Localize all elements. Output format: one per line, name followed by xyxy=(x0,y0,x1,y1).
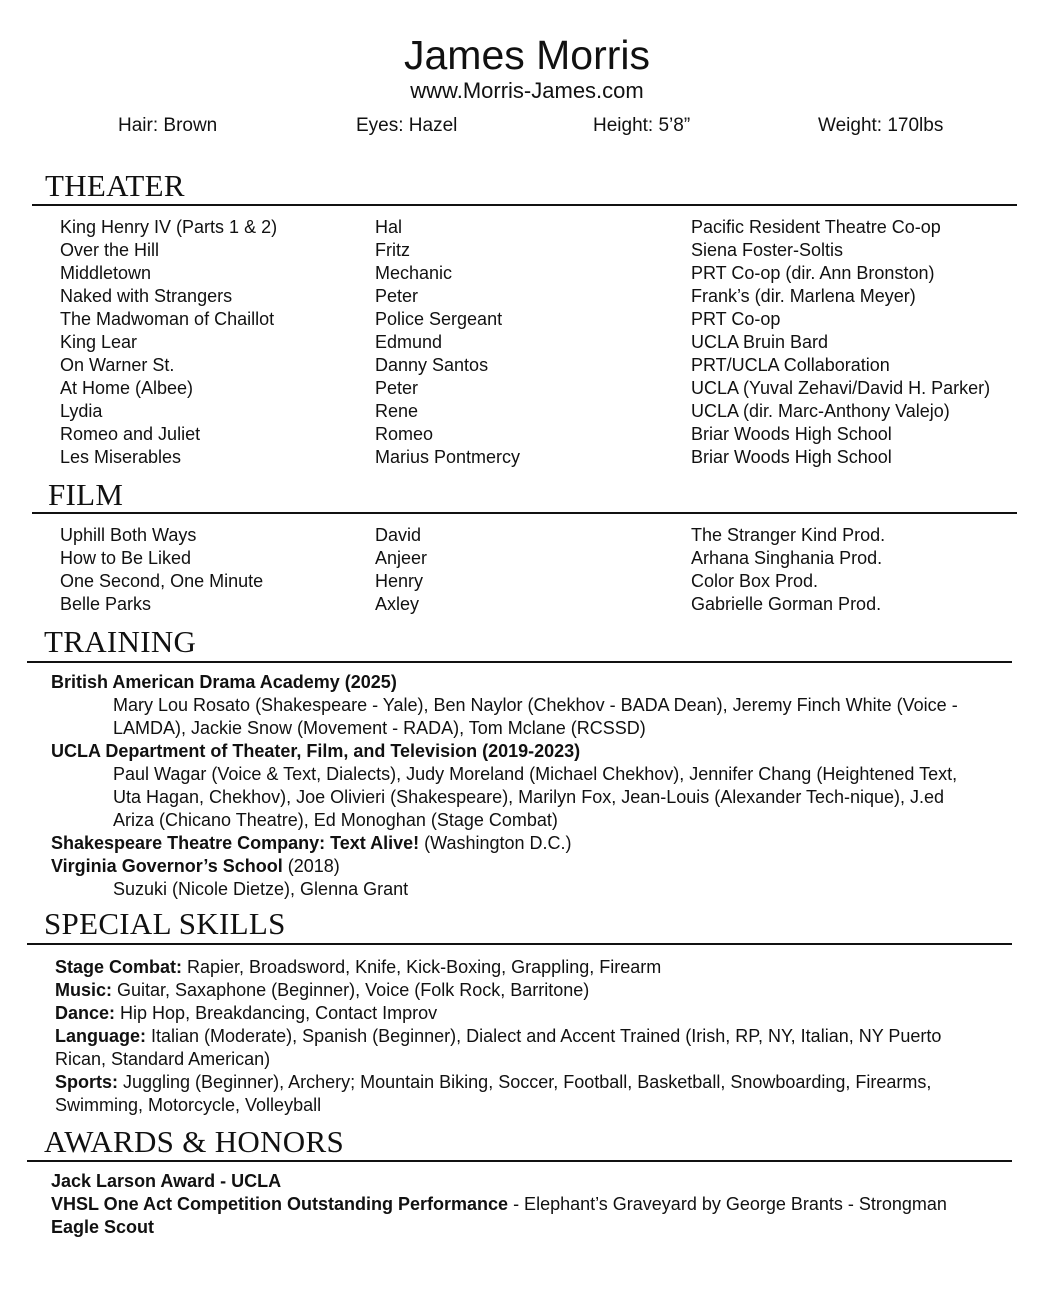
skill-value: Rapier, Broadsword, Knife, Kick-Boxing, Grappling, Firearm xyxy=(182,957,662,977)
training-detail: LAMDA), Jackie Snow (Movement - RADA), Tom Mclane (RCSSD) xyxy=(113,718,646,738)
film-title: Uphill Both Ways xyxy=(60,525,197,545)
theater-venue: UCLA (Yuval Zehavi/David H. Parker) xyxy=(691,378,991,398)
training-list xyxy=(51,671,1011,901)
stat-hair: Hair: Brown xyxy=(118,115,218,136)
film-role: David xyxy=(375,525,422,545)
training-stc-title: Shakespeare Theatre Company: Text Alive! xyxy=(51,833,420,853)
skills-heading: SPECIAL SKILLS xyxy=(44,906,286,941)
theater-title: Naked with Strangers xyxy=(60,286,233,306)
theater-venue: PRT/UCLA Collaboration xyxy=(691,355,890,375)
skill-label: Music: xyxy=(55,980,113,1000)
skill-label: Sports: xyxy=(55,1072,118,1092)
skill-language-cont: Rican, Standard American) xyxy=(55,1049,271,1069)
skill-value: Hip Hop, Breakdancing, Contact Improv xyxy=(115,1003,438,1023)
award-item: Jack Larson Award - UCLA xyxy=(51,1171,282,1191)
training-vgs-detail: (2018) xyxy=(282,856,340,876)
theater-role: Peter xyxy=(375,378,419,398)
skill-dance xyxy=(55,1002,1010,1025)
theater-role: Fritz xyxy=(375,240,410,260)
theater-venue: Siena Foster-Soltis xyxy=(691,240,844,260)
stat-eyes: Eyes: Hazel xyxy=(356,115,458,136)
skill-value: Guitar, Saxaphone (Beginner), Voice (Folk Rock, Barritone) xyxy=(112,980,590,1000)
film-title: How to Be Liked xyxy=(60,548,192,568)
theater-role: Mechanic xyxy=(375,263,453,283)
award-title: VHSL One Act Competition Outstanding Performance xyxy=(51,1194,509,1214)
skill-label: Dance: xyxy=(55,1003,116,1023)
theater-titles xyxy=(60,216,277,469)
theater-rule xyxy=(32,204,1017,206)
skill-sports-cont: Swimming, Motorcycle, Volleyball xyxy=(55,1095,322,1115)
training-detail: Mary Lou Rosato (Shakespeare - Yale), Ben Naylor (Chekhov - BADA Dean), Jeremy Finch White (Voice - xyxy=(113,695,958,715)
theater-role: Romeo xyxy=(375,424,434,444)
skill-label: Stage Combat: xyxy=(55,957,183,977)
theater-venue: Frank’s (dir. Marlena Meyer) xyxy=(691,286,916,306)
film-producer: Arhana Singhania Prod. xyxy=(691,548,883,568)
awards-heading: AWARDS & HONORS xyxy=(44,1124,344,1159)
training-detail: Uta Hagan, Chekhov), Joe Olivieri (Shakespeare), Marilyn Fox, Jean-Louis (Alexander Tech-nique), J.ed xyxy=(113,787,945,807)
skill-value: Juggling (Beginner), Archery; Mountain Biking, Soccer, Football, Basketball, Snowboarding, Firearms, xyxy=(118,1072,932,1092)
theater-role: Police Sergeant xyxy=(375,309,503,329)
film-producers xyxy=(691,524,885,616)
skills-rule xyxy=(27,943,1012,945)
theater-title: Les Miserables xyxy=(60,447,182,467)
theater-title: The Madwoman of Chaillot xyxy=(60,309,275,329)
training-detail: Ariza (Chicano Theatre), Ed Monoghan (Stage Combat) xyxy=(113,810,558,830)
skills-list xyxy=(55,956,1010,1117)
skill-value: Italian (Moderate), Spanish (Beginner), Dialect and Accent Trained (Irish, RP, NY, Italian, NY Puerto xyxy=(146,1026,942,1046)
film-titles xyxy=(60,524,263,616)
film-producer: Gabrielle Gorman Prod. xyxy=(691,594,882,614)
theater-title: At Home (Albee) xyxy=(60,378,194,398)
training-stc-detail: (Washington D.C.) xyxy=(419,833,572,853)
film-producer: Color Box Prod. xyxy=(691,571,819,591)
skill-language xyxy=(55,1025,1010,1048)
training-stc xyxy=(51,832,1011,855)
film-heading: FILM xyxy=(48,477,124,512)
training-detail: Suzuki (Nicole Dietze), Glenna Grant xyxy=(113,879,409,899)
training-vgs xyxy=(51,855,1011,878)
theater-title: Romeo and Juliet xyxy=(60,424,201,444)
film-role: Axley xyxy=(375,594,420,614)
theater-heading: THEATER xyxy=(45,168,185,203)
skill-sports xyxy=(55,1071,1010,1094)
theater-role: Danny Santos xyxy=(375,355,489,375)
training-heading: TRAINING xyxy=(44,624,197,659)
theater-title: Lydia xyxy=(60,401,103,421)
theater-title: King Lear xyxy=(60,332,138,352)
film-role: Anjeer xyxy=(375,548,428,568)
awards-rule xyxy=(27,1160,1012,1162)
skill-combat xyxy=(55,956,1010,979)
theater-venue: UCLA Bruin Bard xyxy=(691,332,829,352)
awards-list xyxy=(51,1170,1011,1239)
theater-venue: Pacific Resident Theatre Co-op xyxy=(691,217,941,237)
film-title: Belle Parks xyxy=(60,594,152,614)
film-title: One Second, One Minute xyxy=(60,571,264,591)
film-roles xyxy=(375,524,427,616)
website: www.Morris-James.com xyxy=(410,78,644,103)
theater-venues xyxy=(691,216,990,469)
stat-weight: Weight: 170lbs xyxy=(818,115,944,136)
actor-name: James Morris xyxy=(403,32,651,78)
theater-venue: PRT Co-op (dir. Ann Bronston) xyxy=(691,263,935,283)
theater-venue: Briar Woods High School xyxy=(691,424,892,444)
training-bada-title: British American Drama Academy (2025) xyxy=(51,672,397,692)
theater-role: Edmund xyxy=(375,332,443,352)
theater-venue: UCLA (dir. Marc-Anthony Valejo) xyxy=(691,401,950,421)
theater-title: Middletown xyxy=(60,263,152,283)
theater-venue: PRT Co-op xyxy=(691,309,781,329)
skill-label: Language: xyxy=(55,1026,147,1046)
theater-role: Peter xyxy=(375,286,419,306)
skill-music xyxy=(55,979,1010,1002)
award-item: Eagle Scout xyxy=(51,1217,155,1237)
theater-venue: Briar Woods High School xyxy=(691,447,892,467)
theater-title: On Warner St. xyxy=(60,355,175,375)
training-vgs-title: Virginia Governor’s School xyxy=(51,856,283,876)
theater-roles xyxy=(375,216,520,469)
stat-height: Height: 5’8” xyxy=(593,115,691,136)
theater-title: King Henry IV (Parts 1 & 2) xyxy=(60,217,278,237)
training-detail: Paul Wagar (Voice & Text, Dialects), Judy Moreland (Michael Chekhov), Jennifer Chang (Heightened Text, xyxy=(113,764,958,784)
theater-role: Rene xyxy=(375,401,419,421)
award-item xyxy=(51,1193,1011,1216)
film-rule xyxy=(32,512,1017,514)
award-detail: - Elephant’s Graveyard by George Brants - Strongman xyxy=(508,1194,947,1214)
film-role: Henry xyxy=(375,571,424,591)
film-producer: The Stranger Kind Prod. xyxy=(691,525,886,545)
training-rule xyxy=(27,661,1012,663)
training-ucla-title: UCLA Department of Theater, Film, and Television (2019-2023) xyxy=(51,741,581,761)
theater-role: Marius Pontmercy xyxy=(375,447,521,467)
theater-role: Hal xyxy=(375,217,403,237)
theater-title: Over the Hill xyxy=(60,240,160,260)
